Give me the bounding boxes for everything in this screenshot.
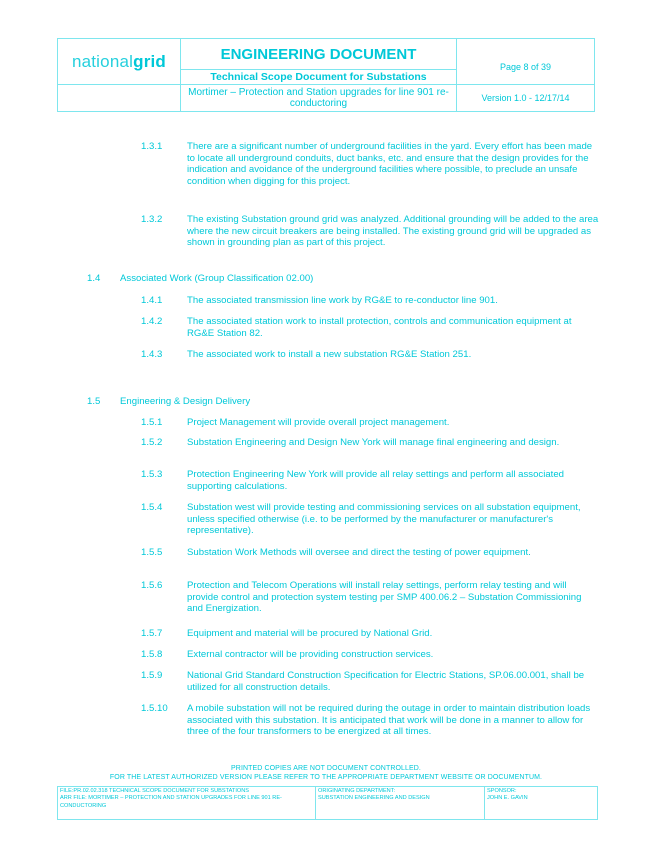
item-text: External contractor will be providing construction services. [187, 649, 434, 660]
item-text: Substation Work Methods will oversee and direct the testing of power equipment. [187, 547, 531, 558]
item-text: National Grid Standard Construction Specification for Electric Stations, SP.06.00.001, shall be utilized for all construction details. [187, 670, 585, 693]
document-description: Mortimer – Protection and Station upgrades for line 901 re-conductoring [181, 85, 457, 112]
item-number: 1.5.3 [141, 469, 163, 480]
item-number: 1.4.1 [141, 295, 163, 306]
section-number: 1.4 [87, 273, 101, 284]
item-text: A mobile substation will not be required during the outage in order to maintain distribution loads associated with this substation. It is anticipated that work will be done in a manner to allow for three of the four transformers to be energized at all times. [187, 703, 591, 738]
document-version: Version 1.0 - 12/17/14 [457, 85, 595, 112]
item-number: 1.5.6 [141, 580, 163, 591]
item-text: Substation Engineering and Design New York will manage final engineering and design. [187, 437, 560, 448]
item-text: Protection Engineering New York will provide all relay settings and perform all associated supporting calculations. [187, 469, 565, 492]
footer-notice-line1: PRINTED COPIES ARE NOT DOCUMENT CONTROLLED. [231, 765, 421, 772]
item-number: 1.4.3 [141, 349, 163, 360]
page-number: Page 8 of 39 [457, 39, 595, 85]
footer-department-cell [316, 787, 485, 820]
item-number: 1.5.2 [141, 437, 163, 448]
item-number: 1.3.1 [141, 141, 163, 152]
document-header [57, 38, 595, 112]
item-number: 1.5.9 [141, 670, 163, 681]
document-subtitle: Technical Scope Document for Substations [181, 70, 457, 85]
item-text: Protection and Telecom Operations will install relay settings, perform relay testing and will provide control and protection system testing per SMP 400.06.2 – Substation Commissioning and Energization. [187, 580, 582, 615]
item-number: 1.4.2 [141, 316, 163, 327]
national-grid-logo: nationalgrid [58, 39, 181, 85]
section-number: 1.5 [87, 396, 101, 407]
header-blank-cell [58, 85, 181, 112]
footer-notice-line2: FOR THE LATEST AUTHORIZED VERSION PLEASE REFER TO THE APPROPRIATE DEPARTMENT WEBSITE OR DOCUMENTUM. [109, 774, 543, 781]
item-text: Substation west will provide testing and commissioning services on all substation equipment, unless specified otherwise (i.e. to be performed by the manufacturer or manufacturer's representative). [187, 502, 581, 537]
footer-department-value: SUBSTATION ENGINEERING AND DESIGN [318, 795, 430, 802]
item-text: There are a significant number of underground facilities in the yard. Every effort has been made to locate all underground conduits, duct banks, etc. and ensure that the design provides for the indication and avoidance of the underground facilities where possible, to preclude an unsafe condition when digging for this project. [187, 141, 593, 187]
footer-file-cell [58, 787, 316, 820]
section-title: Associated Work (Group Classification 02.00) [120, 273, 314, 284]
item-text: The associated work to install a new substation RG&E Station 251. [187, 349, 472, 360]
footer-table [57, 786, 598, 820]
item-number: 1.5.7 [141, 628, 163, 639]
item-text: Equipment and material will be procured by National Grid. [187, 628, 433, 639]
item-number: 1.5.5 [141, 547, 163, 558]
footer-arr-file: ARR FILE: MORTIMER – PROTECTION AND STATION UPGRADES FOR LINE 901 RE-CONDUCTORING [60, 795, 282, 809]
item-text: The associated station work to install protection, controls and communication equipment at RG&E Station 82. [187, 316, 572, 339]
section-title: Engineering & Design Delivery [120, 396, 251, 407]
item-number: 1.5.1 [141, 417, 163, 428]
item-number: 1.5.8 [141, 649, 163, 660]
footer-sponsor-label: SPONSOR: [487, 788, 517, 794]
footer-sponsor-value: JOHN E. GAVIN [487, 795, 528, 802]
document-title: ENGINEERING DOCUMENT [181, 39, 457, 70]
item-text: Project Management will provide overall project management. [187, 417, 450, 428]
item-text: The associated transmission line work by RG&E to re-conductor line 901. [187, 295, 498, 306]
item-number: 1.5.4 [141, 502, 163, 513]
item-number: 1.5.10 [141, 703, 168, 714]
item-text: The existing Substation ground grid was analyzed. Additional grounding will be added to the area where the new circuit breakers are being installed. The existing ground grid will be upgraded as shown in grounding plan as part of this project. [187, 214, 599, 249]
footer-file: FILE:PR.02.02.318 TECHNICAL SCOPE DOCUMENT FOR SUBSTATIONS [60, 788, 249, 794]
footer-sponsor-cell [485, 787, 598, 820]
footer-department-label: ORIGINATING DEPARTMENT: [318, 788, 396, 794]
item-number: 1.3.2 [141, 214, 163, 225]
